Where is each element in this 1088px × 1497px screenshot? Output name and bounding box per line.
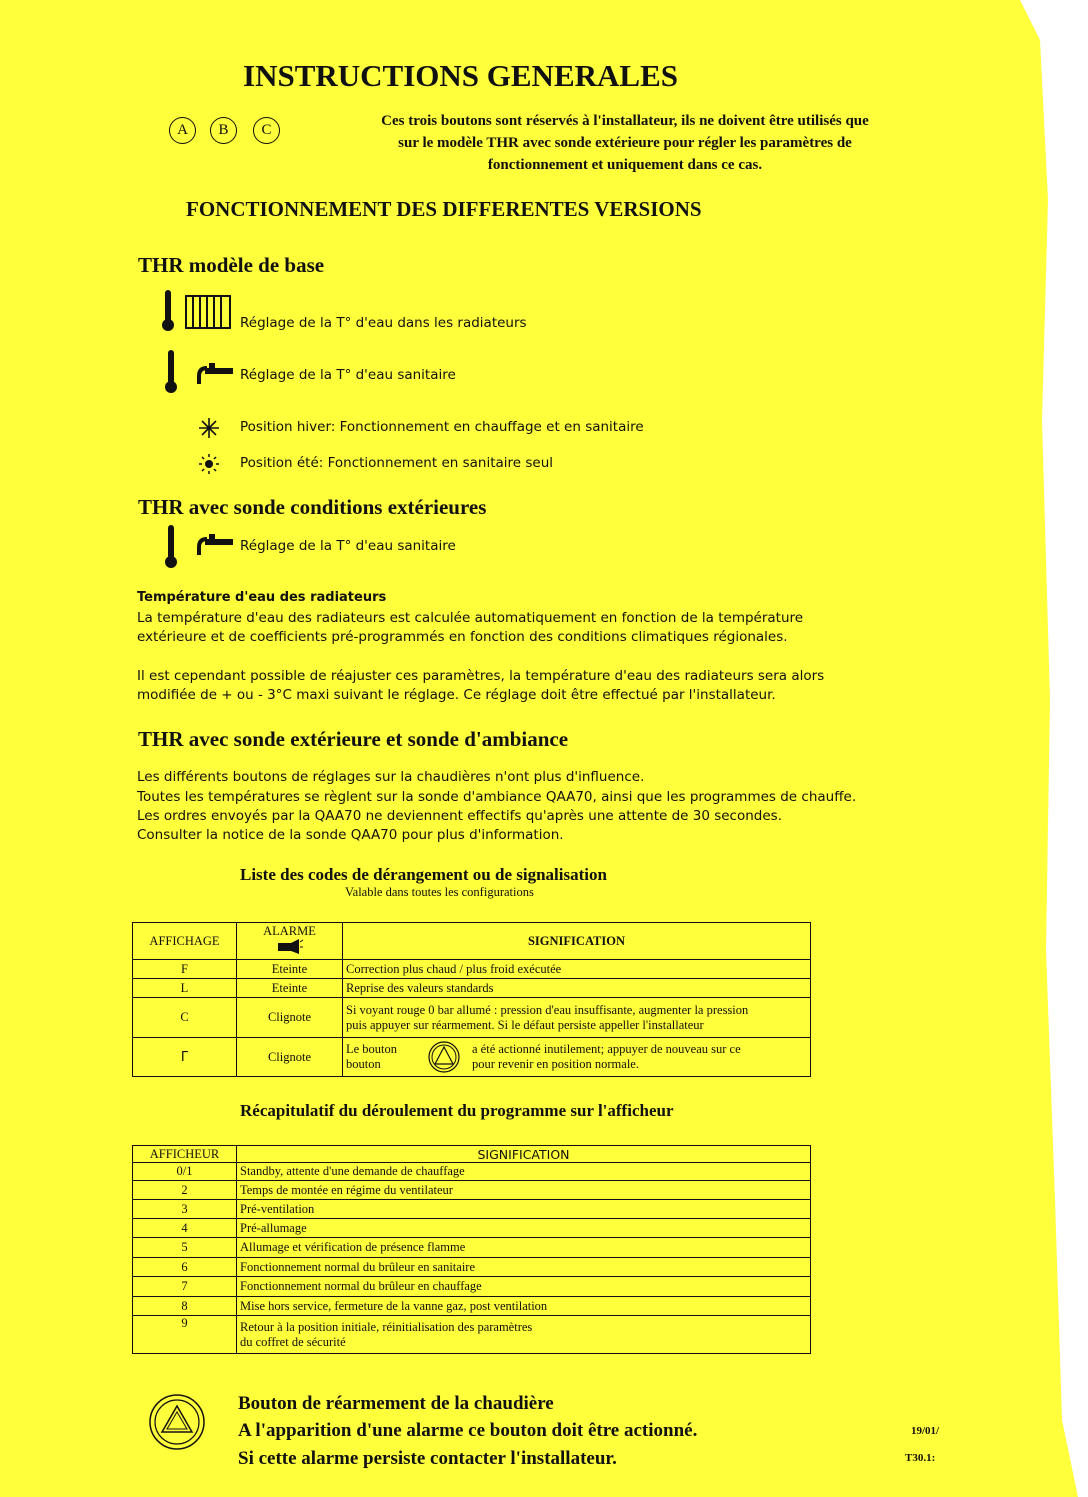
signification-cell: Correction plus chaud / plus froid exécutée [343, 960, 811, 979]
col-affichage: AFFICHAGE [133, 923, 237, 960]
sig-line: bouton [346, 1057, 381, 1071]
amb-line4: Consulter la notice de la sonde QAA70 pour plus d'information. [137, 827, 564, 843]
sig-line: Le bouton [346, 1042, 398, 1056]
base-ete-text: Position été: Fonctionnement en sanitaire seul [240, 455, 554, 471]
code-cell: Γ [133, 1038, 237, 1077]
col-alarme [237, 923, 343, 960]
sun-icon [198, 453, 220, 475]
signification-cell: Pré-allumage [237, 1219, 811, 1238]
para1-line2: extérieure et de coefficients pré-programmés en fonction des conditions climatiques régionales. [137, 629, 788, 645]
alarme-cell: Eteinte [237, 960, 343, 979]
versions-heading: FONCTIONNEMENT DES DIFFERENTES VERSIONS [186, 197, 702, 221]
code-cell: C [133, 998, 237, 1038]
code-cell: 6 [133, 1258, 237, 1277]
reset-line2: A l'apparition d'une alarme ce bouton doit être actionné. [238, 1420, 698, 1441]
table-row [133, 1219, 811, 1238]
thermometer-tap-icon [163, 523, 235, 571]
snowflake-icon [198, 417, 220, 439]
thermometer-tap-icon [163, 348, 235, 396]
signification-cell: Fonctionnement normal du brûleur en chauffage [237, 1277, 811, 1297]
sig-line: puis appuyer sur réarmement. Si le défaut persiste appeller l'installateur [346, 1017, 704, 1032]
signification-cell [343, 998, 811, 1038]
reset-button-icon [424, 1040, 464, 1074]
code-cell: 2 [133, 1181, 237, 1200]
codes-subtitle: Valable dans toutes les configurations [345, 885, 534, 899]
sonde-amb-heading: THR avec sonde extérieure et sonde d'ambiance [138, 727, 569, 751]
radiateurs-subheading: Température d'eau des radiateurs [137, 590, 387, 605]
sonde-ext-heading: THR avec sonde conditions extérieures [138, 495, 487, 519]
table-row [133, 979, 811, 998]
codes-table [132, 922, 811, 1077]
reset-line3: Si cette alarme persiste contacter l'installateur. [238, 1448, 617, 1469]
alarme-cell: Clignote [237, 1038, 343, 1077]
table-row [133, 998, 811, 1038]
table-row [133, 1297, 811, 1316]
code-cell: 0/1 [133, 1163, 237, 1181]
sig-line: Si voyant rouge 0 bar allumé : pression d'eau insuffisante, augmenter la pression [346, 1002, 749, 1017]
signification-cell: Reprise des valeurs standards [343, 979, 811, 998]
recap-table [132, 1145, 811, 1354]
code-cell: L [133, 979, 237, 998]
base-sanitaire-text: Réglage de la T° d'eau sanitaire [240, 367, 456, 383]
signification-cell: Fonctionnement normal du brûleur en sanitaire [237, 1258, 811, 1277]
signification-cell [237, 1316, 811, 1354]
signification-cell: Pré-ventilation [237, 1200, 811, 1219]
para2-line1: Il est cependant possible de réajuster ces paramètres, la température d'eau des radiateurs sera alors [137, 668, 825, 684]
table-row [133, 1316, 811, 1354]
footer-date: 19/01/ [911, 1425, 940, 1437]
col-signification: SIGNIFICATION [343, 923, 811, 960]
recap-title: Récapitulatif du déroulement du programme sur l'afficheur [240, 1101, 674, 1120]
alarme-cell: Clignote [237, 998, 343, 1038]
code-cell: 5 [133, 1238, 237, 1258]
buttons-note: Ces trois boutons sont réservés à l'installateur, ils ne doivent être utilisés que sur le modèle THR avec sonde extérieure pour régler les paramètres de fonctionnement et uniquement dans ce cas. [381, 113, 869, 173]
codes-title: Liste des codes de dérangement ou de signalisation [240, 865, 607, 884]
sig-line: Retour à la position initiale, réinitialisation des paramètres [240, 1319, 533, 1334]
signification-cell: Mise hors service, fermeture de la vanne gaz, post ventilation [237, 1297, 811, 1316]
base-hiver-text: Position hiver: Fonctionnement en chauffage et en sanitaire [240, 419, 644, 435]
signification-cell: Allumage et vérification de présence flamme [237, 1238, 811, 1258]
table-row [133, 1238, 811, 1258]
table-row [133, 1181, 811, 1200]
para1-line1: La température d'eau des radiateurs est calculée automatiquement en fonction de la température [137, 610, 804, 626]
para2-line2: modifiée de + ou - 3°C maxi suivant le réglage. Ce réglage doit être effectué par l'installateur. [137, 687, 776, 703]
table-row [133, 1277, 811, 1297]
reset-line1: Bouton de réarmement de la chaudière [238, 1393, 554, 1414]
footer-ref: T30.1: [905, 1452, 936, 1464]
signification-cell [343, 1038, 811, 1077]
col-signification: SIGNIFICATION [237, 1146, 811, 1163]
button-a-icon: A [169, 117, 196, 144]
code-cell: 7 [133, 1277, 237, 1297]
sig-line: pour revenir en position normale. [472, 1057, 639, 1071]
alarme-label: ALARME [263, 924, 316, 938]
code-cell: 9 [133, 1316, 237, 1354]
code-cell: 3 [133, 1200, 237, 1219]
table-row [133, 960, 811, 979]
amb-line3: Les ordres envoyés par la QAA70 ne deviennent effectifs qu'après une attente de 30 secondes. [137, 808, 782, 824]
reset-button-icon [148, 1393, 206, 1451]
table-row [133, 1163, 811, 1181]
horn-icon [277, 939, 303, 954]
base-heading: THR modèle de base [138, 253, 325, 277]
thermometer-radiator-icon [160, 288, 236, 334]
sig-line: du coffret de sécurité [240, 1334, 346, 1349]
page-title: INSTRUCTIONS GENERALES [243, 58, 678, 93]
col-afficheur: AFFICHEUR [133, 1146, 237, 1163]
button-b-icon: B [210, 117, 237, 144]
code-cell: F [133, 960, 237, 979]
code-cell: 4 [133, 1219, 237, 1238]
signification-cell: Temps de montée en régime du ventilateur [237, 1181, 811, 1200]
base-radiateurs-text: Réglage de la T° d'eau dans les radiateurs [240, 315, 527, 331]
table-row [133, 1258, 811, 1277]
button-c-icon: C [253, 117, 280, 144]
amb-line2: Toutes les températures se règlent sur la sonde d'ambiance QAA70, ainsi que les programmes de chauffe. [137, 789, 857, 805]
code-cell: 8 [133, 1297, 237, 1316]
sig-line: a été actionné inutilement; appuyer de nouveau sur ce [472, 1042, 741, 1056]
table-row [133, 1038, 811, 1077]
signification-cell: Standby, attente d'une demande de chauffage [237, 1163, 811, 1181]
alarme-cell: Eteinte [237, 979, 343, 998]
table-row [133, 1200, 811, 1219]
sonde-ext-sanitaire-text: Réglage de la T° d'eau sanitaire [240, 538, 456, 554]
amb-line1: Les différents boutons de réglages sur la chaudières n'ont plus d'influence. [137, 769, 645, 785]
